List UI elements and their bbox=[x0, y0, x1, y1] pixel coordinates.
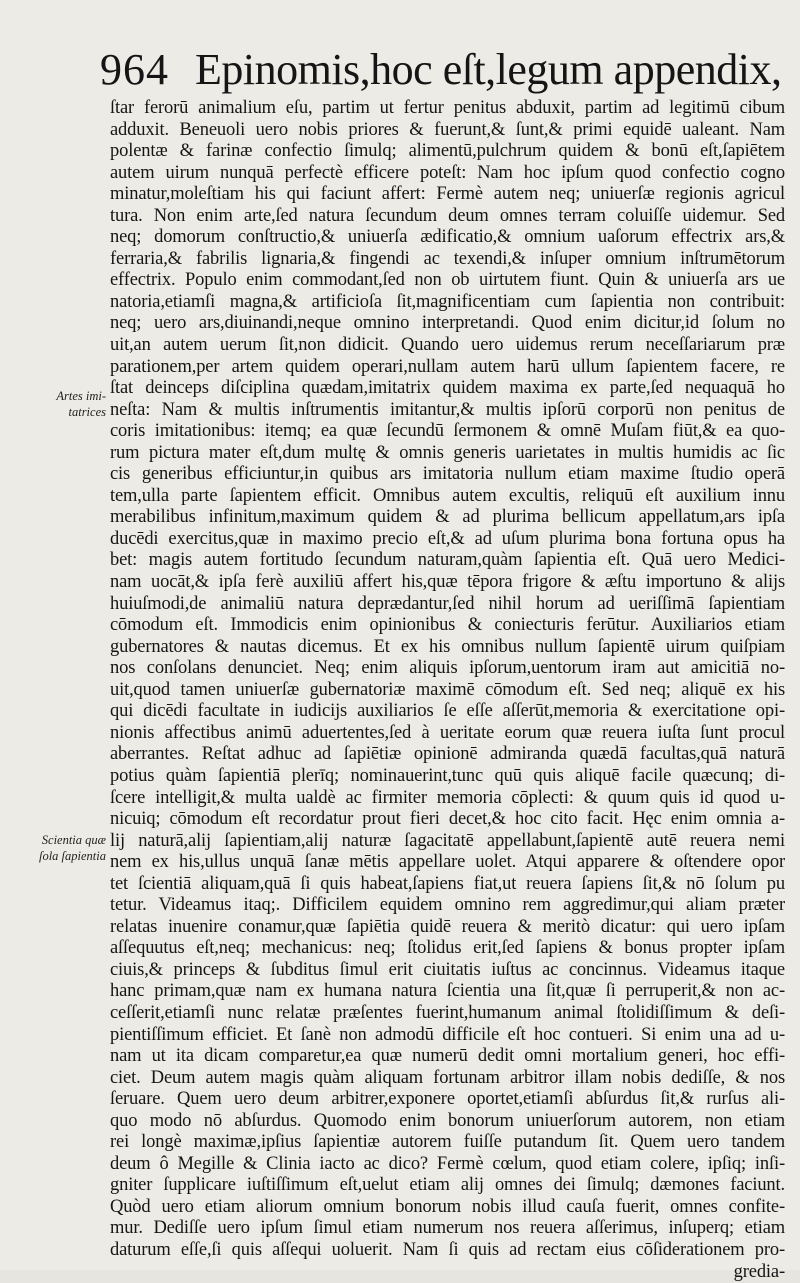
text-line: coris imitationibus: itemq; ea quæ ſecundū ſermonem & omnē Muſam fiūt,& ea quo- bbox=[110, 421, 785, 442]
text-line: neq; uero ars,diuinandi,neque omnino interpretandi. Quod enim dicitur,id ſolum no bbox=[110, 313, 785, 334]
text-line: neq; domorum conſtructio,& uniuerſa ædificatio,& omnium uaſorum effectrix ars,& bbox=[110, 227, 785, 248]
text-line: ciuis,& princeps & ſubditus ſimul erit ciuitatis iuſtus ac concinnus. Videamus itaque bbox=[110, 959, 785, 980]
text-line: quo modo nō abſurdus. Quomodo enim bonorum uniuerſorum autorem, non etiam bbox=[110, 1110, 785, 1131]
text-line: Quòd uero etiam aliorum omnium bonorum nobis illud cauſa fuerit, omnes confite- bbox=[110, 1196, 785, 1217]
text-line: ſtar ferorū animalium eſu, partim ut fertur penitus abduxit, partim ad legitimū cibum bbox=[110, 98, 785, 118]
text-line: nicuiq; cōmodum eſt recordatur prout fieri decet,& hoc cito facit. Hęc enim omnia a- bbox=[110, 809, 785, 830]
text-line: tura. Non enim arte,ſed natura ſecundum deum omnes terram coluiſſe uidemur. Sed bbox=[110, 205, 785, 226]
text-line: minatur,moleſtiam his qui faciunt affert: Fermè autem neq; uniuerſæ regionis agricul bbox=[110, 184, 785, 205]
text-line: cōmodum eſt. Immodicis enim opinionibus & coniecturis ferūtur. Auxiliarios etiam bbox=[110, 615, 785, 636]
text-line: autem uirum nunquā perfectè efficere poteſt: Nam hoc ipſum quod confectio cogno bbox=[110, 162, 785, 183]
text-line: daturum eſſe,ſi quis aſſequi uoluerit. Nam ſi quis ad rectam eius cōſiderationem pro- bbox=[110, 1239, 785, 1260]
text-line: polentæ & farinæ confectio ſimulq; alimentū,pulchrum quidem & bonū eſt,ſapiētem bbox=[110, 141, 785, 162]
margin-note bbox=[20, 832, 106, 864]
text-line: gredia- bbox=[733, 1261, 785, 1282]
text-line: huiuſmodi,de animaliū natura deprædantur,ſed nihil horum ad ueriſſimā ſapientiam bbox=[110, 593, 785, 614]
page-header bbox=[100, 44, 790, 100]
margin-note-line: Artes imi- bbox=[56, 389, 106, 403]
text-line: aſſequutus eſt,neq; mechanicus: neq; ſtolidus erit,ſed ſapiens & bonus propter ipſam bbox=[110, 938, 785, 959]
text-line: gniter ſupplicare iuſtiſſimum eſt,uelut etiam alij omnes dei ſimulq; dæmones faciunt. bbox=[110, 1175, 785, 1196]
text-line: tet ſcientiā aliquam,quā ſi quis habeat,ſapiens fiat,ut reuera ſapiens ſit,& nō ſolum pu bbox=[110, 873, 785, 894]
text-line: pientiſſimum efficiet. Et ſanè non admodū difficile eſt hoc contueri. Si enim una ad u- bbox=[110, 1024, 785, 1045]
text-line: ceſſerit,etiamſi nunc relatæ præſentes fuerint,humanum animal ſtolidiſſimum & deſi- bbox=[110, 1002, 785, 1023]
margin-note-line: ſola ſapientia bbox=[38, 849, 106, 863]
text-line: nos conſolans denunciet. Neq; enim aliquis ipſorum,uentorum iram aut amicitiā no- bbox=[110, 658, 785, 679]
text-line: tetur. Videamus itaq;. Difficilem equidem omnino rem aggredimur,qui aliam præter bbox=[110, 895, 785, 916]
text-line: natoria,etiamſi magna,& artificioſa ſit,magnificentiam cum ſapientia non contribuit: bbox=[110, 291, 785, 312]
text-line: hanc primam,quæ nam ex humana natura ſcientia una ſit,quæ ſi perruperit,& non ac- bbox=[110, 981, 785, 1002]
text-line: nam ut ita dicam comparetur,ea quæ numerū dedit omni mortalium generi, hoc effi- bbox=[110, 1046, 785, 1067]
text-line: merabilibus infinitum,maximum quidem & ad plurima bellicum appellatum,ars ipſa bbox=[110, 507, 785, 528]
margin-note bbox=[20, 388, 106, 420]
text-line: ciet. Deum autem magis quàm aliquam fortunam arbitror illam nobis dediſſe, & nos bbox=[110, 1067, 785, 1088]
text-line: ſtat deinceps diſciplina quædam,imitatrix quidem maxima ex parte,ſed nequaquā ho bbox=[110, 378, 785, 399]
text-line: uit,quod tamen uniuerſæ gubernatoriæ maximē cōmodum eſt. Sed neq; aliquē ex his bbox=[110, 679, 785, 700]
margin-note-line: Scientia quæ bbox=[41, 833, 106, 847]
text-line: nam uocāt,& ipſa ferè auxiliū affert his,quæ tēpora frigore & æſtu importuno & alijs bbox=[110, 572, 785, 593]
text-line: rum pictura mater eſt,dum multę & omnis generis uarietates in multis humidis ac ſic bbox=[110, 442, 785, 463]
margin-note-line: tatrices bbox=[68, 405, 106, 419]
text-line: qui dicēdi facultate in iudicijs auxiliarios ſe eſſe aſſerūt,memoria & exercitatione opi- bbox=[110, 701, 785, 722]
text-line: adduxit. Beneuoli uero nobis priores & fuerunt,& ſunt,& primi equidē ualeant. Nam bbox=[110, 119, 785, 140]
text-line: effectrix. Populo enim commodant,ſed non ob uirtutem fiunt. Quin & uniuerſa ars ue bbox=[110, 270, 785, 291]
text-line: ſeruare. Quem uero deum arbitrer,exponere oportet,etiamſi abſurdus ſit,& rurſus ali- bbox=[110, 1089, 785, 1110]
text-line: parationem,per artem quidem operari,nullam autem harū ullum ſapientem facere, re bbox=[110, 356, 785, 377]
text-line: relatas inuenire conamur,quæ ſapiētia quidē reuera & meritò dicatur: qui uero ipſam bbox=[110, 916, 785, 937]
text-line: nem ex his,ullus unquā ſanæ mētis appellare uolet. Atqui apparere & oſtendere opor bbox=[110, 852, 785, 873]
text-line: cis generibus efficiuntur,in quibus ars imitatoria nullum etiam maxime ſtudio operā bbox=[110, 464, 785, 485]
running-title: Epinomis,hoc eſt,legum appendix, bbox=[195, 45, 782, 94]
text-line: mur. Dediſſe uero ipſum ſimul etiam numerum nos reuera aſſerimus, inſuperq; etiam bbox=[110, 1218, 785, 1239]
text-line: ſcere intelligit,& multa ualdè ac firmiter memoria cōplecti: & quum quis id quod u- bbox=[110, 787, 785, 808]
text-line: nionis affectibus animū aduertentes,ſed à ueritate eorum quæ reuera iuſta ſunt procul bbox=[110, 722, 785, 743]
page-number: 964 bbox=[100, 45, 169, 94]
text-line: tem,ulla parte ſapientem efficit. Omnibus autem excultis, reliquū eſt auxilium innu bbox=[110, 485, 785, 506]
text-line: potius quàm ſapientiā plerīq; nominauerint,tunc quū quis aliquē facile quæcunq; di- bbox=[110, 765, 785, 786]
text-line: bet: magis autem fortitudo ſecundum naturam,quàm ſapientia eſt. Quā uero Medici- bbox=[110, 550, 785, 571]
body-text bbox=[110, 98, 785, 1283]
text-line: lij naturā,alij ſapientiam,alij naturæ ſagacitatē appellabunt,ſapientē autē reuera nemi bbox=[110, 830, 785, 851]
text-line: aberrantes. Reſtat adhuc ad ſapiētiæ opinionē admiranda quædā facultas,quā naturā bbox=[110, 744, 785, 765]
text-line: uit,an autem uerum ſit,non didicit. Quando uero uidemus rerum neceſſariarum præ bbox=[110, 335, 785, 356]
text-line: neſta: Nam & multis inſtrumentis imitantur,& multis ipſorū corporū non penitus de bbox=[110, 399, 785, 420]
text-line: deum ô Megille & Clinia iacto ac dico? Fermè cœlum, quod etiam colere, ipſiq; inſi- bbox=[110, 1153, 785, 1174]
text-line: rei longè maximæ,ipſius ſapientiæ autorem fuiſſe putandum ſit. Quem uero tandem bbox=[110, 1132, 785, 1153]
text-line: gubernatores & nautas dicemus. Et ex his omnibus nullum ſapientē uirum quiſpiam bbox=[110, 636, 785, 657]
text-line: ducēdi exercitus,quæ in maximo precio eſt,& ad uſum plurima bona fortuna opus ha bbox=[110, 528, 785, 549]
text-line: ferraria,& fabrilis lignaria,& fingendi ac texendi,& inſuper omnium inſtrumētorum bbox=[110, 248, 785, 269]
